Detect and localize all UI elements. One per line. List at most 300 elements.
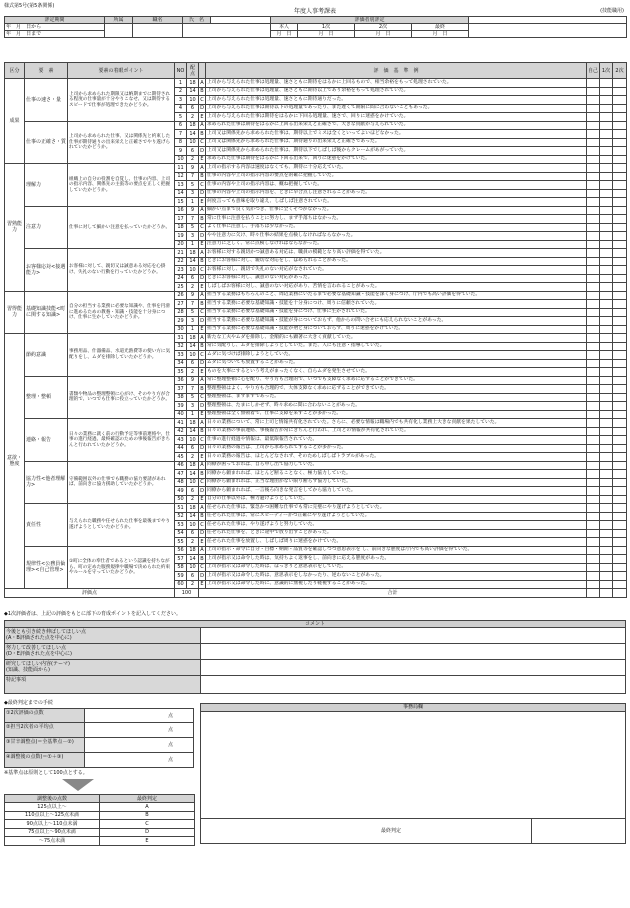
score-self[interactable] [587, 538, 600, 547]
score-self[interactable] [587, 504, 600, 513]
post-value[interactable] [133, 24, 183, 38]
score-first[interactable] [600, 198, 613, 207]
final-step-value[interactable]: 点 [167, 727, 173, 733]
score-self[interactable] [587, 172, 600, 181]
score-first[interactable] [600, 419, 613, 428]
table-row [5, 419, 627, 428]
row-no: 29 [175, 317, 187, 326]
sum-self[interactable] [587, 589, 600, 598]
col-category: 区分 [5, 63, 25, 79]
score-self[interactable] [587, 410, 600, 419]
row-haiten: 10 [187, 563, 199, 572]
score-self[interactable] [587, 257, 600, 266]
score-first[interactable] [600, 189, 613, 198]
score-first[interactable] [600, 478, 613, 487]
score-second[interactable] [613, 138, 627, 147]
score-self[interactable] [587, 385, 600, 394]
score-second[interactable] [613, 206, 627, 215]
row-no: 51 [175, 504, 187, 513]
score-first[interactable] [600, 470, 613, 479]
score-first[interactable] [600, 308, 613, 317]
row-haiten: 6 [187, 529, 199, 538]
score-first[interactable] [600, 563, 613, 572]
row-grade: A [200, 377, 204, 384]
row-grade: E [200, 538, 204, 545]
score-self[interactable] [587, 521, 600, 530]
score-second[interactable] [613, 453, 627, 462]
score-first[interactable] [600, 580, 613, 589]
row-haiten: 6 [187, 572, 199, 581]
row-no: 54 [175, 529, 187, 538]
score-first[interactable] [600, 487, 613, 496]
score-second[interactable] [613, 359, 627, 368]
score-second[interactable] [613, 232, 627, 241]
score-self[interactable] [587, 453, 600, 462]
score-self[interactable] [587, 555, 600, 564]
score-first[interactable] [600, 427, 613, 436]
row-grade: A [200, 79, 204, 86]
score-self[interactable] [587, 181, 600, 190]
score-self[interactable] [587, 563, 600, 572]
final-step-value[interactable]: 点 [167, 713, 173, 719]
score-first[interactable] [600, 453, 613, 462]
score-first[interactable] [600, 529, 613, 538]
row-grade: E [200, 326, 204, 333]
score-first[interactable] [600, 555, 613, 564]
score-second[interactable] [613, 376, 627, 385]
row-haiten: 5 [187, 181, 199, 190]
score-first[interactable] [600, 274, 613, 283]
score-self[interactable] [587, 155, 600, 164]
element-name: お客様応対<接遇能力> [25, 249, 68, 292]
score-second[interactable] [613, 342, 627, 351]
score-self[interactable] [587, 240, 600, 249]
row-no: 28 [175, 308, 187, 317]
score-self[interactable] [587, 419, 600, 428]
score-first[interactable] [600, 317, 613, 326]
score-second[interactable] [613, 368, 627, 377]
score-second[interactable] [613, 104, 627, 113]
comment-row [4, 628, 626, 644]
score-second[interactable] [613, 79, 627, 88]
score-self[interactable] [587, 113, 600, 122]
score-first[interactable] [600, 104, 613, 113]
period-from[interactable]: 年 月 日から [5, 24, 105, 31]
comment-label: 努力して改善してほしい点 (D・E評価された点を中心に) [5, 644, 201, 659]
total-label: 評価点 [5, 589, 175, 598]
score-self[interactable] [587, 351, 600, 360]
score-first[interactable] [600, 359, 613, 368]
final-date[interactable]: 月 日 [412, 31, 469, 38]
score-second[interactable] [613, 96, 627, 105]
dept-value[interactable] [105, 24, 133, 38]
score-self[interactable] [587, 121, 600, 130]
score-first[interactable] [600, 232, 613, 241]
score-first[interactable] [600, 504, 613, 513]
score-first[interactable] [600, 351, 613, 360]
row-no: 37 [175, 385, 187, 394]
score-first[interactable] [600, 342, 613, 351]
score-first[interactable] [600, 325, 613, 334]
row-criteria: 仕事の内容や上司の指示内容を、ときに早合点し注意されることがあった。 [206, 189, 587, 198]
score-first[interactable] [600, 87, 613, 96]
score-first[interactable] [600, 385, 613, 394]
score-second[interactable] [613, 240, 627, 249]
score-second[interactable] [613, 419, 627, 428]
score-first[interactable] [600, 393, 613, 402]
row-grade: D [200, 360, 204, 367]
row-grade: C [200, 479, 204, 486]
row-grade: C [200, 521, 204, 528]
score-self[interactable] [587, 96, 600, 105]
score-second[interactable] [613, 444, 627, 453]
score-first[interactable] [600, 283, 613, 292]
row-haiten: 7 [187, 172, 199, 181]
row-haiten: 1 [187, 240, 199, 249]
row-grade: B [200, 555, 204, 562]
score-self[interactable] [587, 266, 600, 275]
score-second[interactable] [613, 300, 627, 309]
score-self[interactable] [587, 325, 600, 334]
row-haiten: 5 [187, 223, 199, 232]
score-second[interactable] [613, 274, 627, 283]
row-no: 44 [175, 444, 187, 453]
score-second[interactable] [613, 385, 627, 394]
score-self[interactable] [587, 478, 600, 487]
score-self[interactable] [587, 342, 600, 351]
row-criteria: 整理整頓は、まずまずであった。 [206, 393, 587, 402]
score-second[interactable] [613, 266, 627, 275]
score-second[interactable] [613, 223, 627, 232]
score-first[interactable] [600, 172, 613, 181]
score-second[interactable] [613, 291, 627, 300]
score-second[interactable] [613, 249, 627, 258]
row-criteria: 求められた仕事は期待をはるかに下回る出来で、回りに迷惑をかけていた。 [206, 155, 587, 164]
score-second[interactable] [613, 334, 627, 343]
row-criteria: 仕事の進行経過や情報は、最低限報告されていた。 [206, 436, 587, 445]
element-name: 注意力 [25, 206, 68, 249]
row-criteria: 新たな工夫やムダを排除し、金額的にも顕著に大きく貢献していた。 [206, 334, 587, 343]
row-criteria: 常に気配りし、ムダを排除しようとしていた。また、人にも注意・指導していた。 [206, 342, 587, 351]
category-cell: 習熟能力 [5, 164, 25, 292]
score-first[interactable] [600, 121, 613, 130]
row-grade: E [200, 581, 204, 588]
score-second[interactable] [613, 572, 627, 581]
score-second[interactable] [613, 580, 627, 589]
row-haiten: 18 [187, 249, 199, 258]
score-first[interactable] [600, 240, 613, 249]
score-second[interactable] [613, 325, 627, 334]
row-haiten: 5 [187, 393, 199, 402]
score-self[interactable] [587, 147, 600, 156]
table-row [5, 334, 627, 343]
row-haiten: 18 [187, 546, 199, 555]
form-number: 様式第5号(第5条関係) [4, 3, 55, 9]
final-step-value[interactable]: 点 [167, 757, 173, 763]
score-self[interactable] [587, 376, 600, 385]
first-label: 1次 [298, 24, 355, 31]
score-self[interactable] [587, 546, 600, 555]
score-second[interactable] [613, 257, 627, 266]
comment-input[interactable] [201, 660, 625, 675]
score-self[interactable] [587, 308, 600, 317]
score-first[interactable] [600, 300, 613, 309]
row-grade: E [200, 156, 204, 163]
score-second[interactable] [613, 470, 627, 479]
score-self[interactable] [587, 368, 600, 377]
score-self[interactable] [587, 198, 600, 207]
score-first[interactable] [600, 257, 613, 266]
score-first[interactable] [600, 521, 613, 530]
score-self[interactable] [587, 206, 600, 215]
row-no: 1 [175, 79, 187, 88]
row-no: 16 [175, 206, 187, 215]
score-second[interactable] [613, 538, 627, 547]
score-second[interactable] [613, 130, 627, 139]
row-no: 47 [175, 470, 187, 479]
score-first[interactable] [600, 215, 613, 224]
score-first[interactable] [600, 79, 613, 88]
score-first[interactable] [600, 249, 613, 258]
row-haiten: 6 [187, 444, 199, 453]
row-grade: A [200, 419, 204, 426]
score-self[interactable] [587, 104, 600, 113]
score-second[interactable] [613, 495, 627, 504]
score-first[interactable] [600, 436, 613, 445]
row-grade: C [200, 351, 204, 358]
score-second[interactable] [613, 504, 627, 513]
row-criteria: 上司から与えられた仕事は処理量、速さともに期待通りだった。 [206, 96, 587, 105]
score-first[interactable] [600, 96, 613, 105]
score-self[interactable] [587, 512, 600, 521]
score-self[interactable] [587, 249, 600, 258]
score-self[interactable] [587, 427, 600, 436]
table-row [5, 546, 627, 555]
score-first[interactable] [600, 444, 613, 453]
score-self[interactable] [587, 470, 600, 479]
score-second[interactable] [613, 147, 627, 156]
row-grade: E [200, 283, 204, 290]
score-self[interactable] [587, 164, 600, 173]
score-self[interactable] [587, 529, 600, 538]
judge-range: 〜75点未満 [5, 837, 100, 846]
score-self[interactable] [587, 300, 600, 309]
final-proc-title: ◆最終判定までの手続 [4, 700, 53, 706]
score-first[interactable] [600, 164, 613, 173]
score-second[interactable] [613, 308, 627, 317]
score-self[interactable] [587, 495, 600, 504]
final-step-label: ①2次評価の点数 [5, 709, 85, 722]
score-first[interactable] [600, 147, 613, 156]
score-first[interactable] [600, 291, 613, 300]
score-first[interactable] [600, 368, 613, 377]
row-haiten: 1 [187, 198, 199, 207]
score-second[interactable] [613, 436, 627, 445]
final-judge-box[interactable] [200, 818, 626, 844]
score-self[interactable] [587, 444, 600, 453]
score-first[interactable] [600, 223, 613, 232]
score-second[interactable] [613, 87, 627, 96]
table-row [5, 79, 627, 88]
score-first[interactable] [600, 546, 613, 555]
score-self[interactable] [587, 317, 600, 326]
score-second[interactable] [613, 427, 627, 436]
row-criteria: 細かい点まで良く気がつき、仕事に全くそつがなかった。 [206, 206, 587, 215]
row-haiten: 14 [187, 342, 199, 351]
score-second[interactable] [613, 410, 627, 419]
judge-grade: A [100, 803, 195, 812]
score-first[interactable] [600, 512, 613, 521]
sum-second[interactable] [613, 589, 627, 598]
score-first[interactable] [600, 206, 613, 215]
row-haiten: 14 [187, 555, 199, 564]
name-value[interactable] [183, 24, 271, 38]
self-date[interactable]: 月 日 [271, 31, 298, 38]
score-self[interactable] [587, 130, 600, 139]
footnote: ◆1次評価者は、上記の評価をもとに部下の育成ポイントを記入してください。 [4, 611, 182, 617]
score-second[interactable] [613, 512, 627, 521]
score-first[interactable] [600, 538, 613, 547]
row-no: 21 [175, 249, 187, 258]
row-criteria: 日々の業務の報告は、上司から求められてすることが多かった。 [206, 444, 587, 453]
score-second[interactable] [613, 113, 627, 122]
score-self[interactable] [587, 215, 600, 224]
score-self[interactable] [587, 461, 600, 470]
score-self[interactable] [587, 359, 600, 368]
row-grade: A [200, 164, 204, 171]
score-self[interactable] [587, 487, 600, 496]
score-second[interactable] [613, 215, 627, 224]
row-haiten: 2 [187, 538, 199, 547]
score-first[interactable] [600, 130, 613, 139]
score-first[interactable] [600, 155, 613, 164]
row-no: 39 [175, 402, 187, 411]
score-self[interactable] [587, 79, 600, 88]
row-no: 49 [175, 487, 187, 496]
second-date[interactable]: 月 日 [355, 31, 412, 38]
row-no: 10 [175, 155, 187, 164]
score-self[interactable] [587, 223, 600, 232]
comment-input[interactable] [201, 628, 625, 643]
score-second[interactable] [613, 351, 627, 360]
score-second[interactable] [613, 402, 627, 411]
score-second[interactable] [613, 283, 627, 292]
score-second[interactable] [613, 121, 627, 130]
score-self[interactable] [587, 291, 600, 300]
sum-first[interactable] [600, 589, 613, 598]
score-self[interactable] [587, 189, 600, 198]
comment-input[interactable] [201, 676, 625, 693]
form-subtitle: (技能職用) [600, 8, 624, 14]
row-no: 11 [175, 164, 187, 173]
score-self[interactable] [587, 283, 600, 292]
score-second[interactable] [613, 546, 627, 555]
score-self[interactable] [587, 334, 600, 343]
score-first[interactable] [600, 495, 613, 504]
row-no: 48 [175, 478, 187, 487]
score-first[interactable] [600, 181, 613, 190]
score-second[interactable] [613, 521, 627, 530]
score-second[interactable] [613, 172, 627, 181]
score-first[interactable] [600, 138, 613, 147]
element-point: 書類や物品の整理整頓に心がけ、そのやり方が合理的で、いつでも仕事に役立っていたかどうか。 [68, 376, 175, 419]
row-criteria: ときにお客様に対し、誠意のない対応があった。 [206, 274, 587, 283]
row-no: 35 [175, 368, 187, 377]
score-second[interactable] [613, 198, 627, 207]
score-second[interactable] [613, 529, 627, 538]
score-self[interactable] [587, 393, 600, 402]
element-name: 節約意識 [25, 334, 68, 377]
score-self[interactable] [587, 580, 600, 589]
row-grade: D [200, 530, 204, 537]
score-second[interactable] [613, 393, 627, 402]
score-second[interactable] [613, 189, 627, 198]
row-haiten: 3 [187, 317, 199, 326]
score-second[interactable] [613, 155, 627, 164]
row-no: 43 [175, 436, 187, 445]
score-self[interactable] [587, 402, 600, 411]
arrow-down-icon [62, 779, 94, 791]
score-first[interactable] [600, 376, 613, 385]
row-criteria: 自分の仕事以外は、極力避けようとしていた。 [206, 495, 587, 504]
score-self[interactable] [587, 232, 600, 241]
score-second[interactable] [613, 461, 627, 470]
final-label: 最終 [412, 24, 469, 31]
header-table [4, 16, 627, 38]
row-no: 60 [175, 580, 187, 589]
score-first[interactable] [600, 410, 613, 419]
score-second[interactable] [613, 487, 627, 496]
row-haiten: 14 [187, 87, 199, 96]
score-self[interactable] [587, 138, 600, 147]
score-second[interactable] [613, 317, 627, 326]
period-to[interactable]: 年 月 日まで [5, 31, 105, 38]
score-first[interactable] [600, 334, 613, 343]
score-self[interactable] [587, 572, 600, 581]
row-no: 12 [175, 172, 187, 181]
first-date[interactable]: 月 日 [298, 31, 355, 38]
score-first[interactable] [600, 461, 613, 470]
score-second[interactable] [613, 164, 627, 173]
final-step-value[interactable]: 点 [167, 742, 173, 748]
judge-range: 90点以上〜110点未満 [5, 820, 100, 829]
row-no: 59 [175, 572, 187, 581]
score-second[interactable] [613, 563, 627, 572]
final-step-label: ②担当2次者の平均点 [5, 723, 85, 737]
score-second[interactable] [613, 555, 627, 564]
row-no: 50 [175, 495, 187, 504]
score-first[interactable] [600, 266, 613, 275]
score-second[interactable] [613, 478, 627, 487]
element-point: 守備範囲以外の仕事でも職務の協力要請があれば、前向きに協力援助していたかどうか。 [68, 461, 175, 504]
row-haiten: 5 [187, 308, 199, 317]
score-self[interactable] [587, 87, 600, 96]
score-self[interactable] [587, 436, 600, 445]
element-name: 整理・整頓 [25, 376, 68, 419]
row-no: 22 [175, 257, 187, 266]
comment-input[interactable] [201, 644, 625, 659]
row-criteria: しばしばお客様に対し、誠意のない対応があり、苦情を言われることがあった。 [206, 283, 587, 292]
element-name: 仕事の正確さ・質 [25, 121, 68, 164]
row-criteria: 任せられた仕事を放置し、しばしば周りに迷惑をかけていた。 [206, 538, 587, 547]
final-judge-value[interactable] [531, 819, 626, 844]
score-self[interactable] [587, 274, 600, 283]
score-first[interactable] [600, 572, 613, 581]
score-first[interactable] [600, 113, 613, 122]
score-first[interactable] [600, 402, 613, 411]
row-criteria: 上司又は関係先から求められた仕事は、期待以上でミスは全くといってよいほどなかった。 [206, 130, 587, 139]
score-second[interactable] [613, 181, 627, 190]
